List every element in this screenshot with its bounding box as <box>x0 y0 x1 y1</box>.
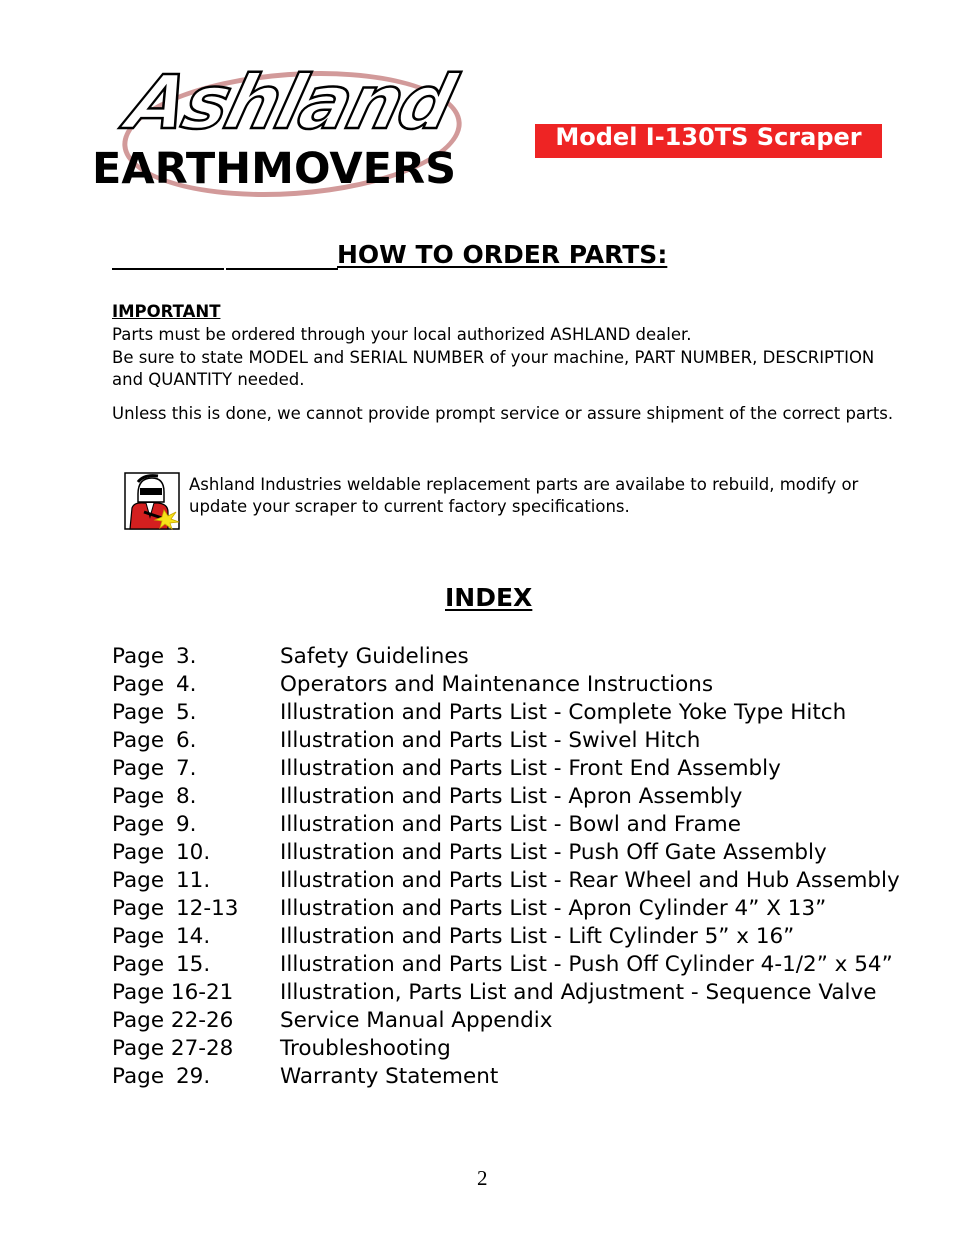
index-page-label: Page <box>112 868 165 893</box>
page-title: HOW TO ORDER PARTS: <box>337 240 668 269</box>
index-entry <box>112 811 912 839</box>
index-entry <box>112 643 912 671</box>
index-description: Safety Guidelines <box>280 644 469 669</box>
index-page-label: Page 16-21 <box>112 980 234 1005</box>
welder-icon <box>124 472 180 530</box>
index-entry <box>112 951 912 979</box>
index-page-label: Page <box>112 1064 165 1089</box>
index-entry <box>112 1007 912 1035</box>
index-entry <box>112 755 912 783</box>
index-page-number: 7. <box>176 756 197 781</box>
index-page-number: 11. <box>176 868 211 893</box>
index-description: Illustration and Parts List - Apron Cylinder 4” X 13” <box>280 896 827 921</box>
index-description: Warranty Statement <box>280 1064 499 1089</box>
index-entry <box>112 699 912 727</box>
welding-note-line: update your scraper to current factory specifications. <box>189 497 630 516</box>
index-entry <box>112 839 912 867</box>
index-entry <box>112 895 912 923</box>
index-page-label: Page <box>112 924 165 949</box>
index-description: Illustration and Parts List - Lift Cylinder 5” x 16” <box>280 924 795 949</box>
index-page-label: Page 27-28 <box>112 1036 234 1061</box>
index-entry <box>112 1035 912 1063</box>
index-page-label: Page 22-26 <box>112 1008 234 1033</box>
index-description: Illustration, Parts List and Adjustment - Sequence Valve <box>280 980 877 1005</box>
index-page-label: Page <box>112 952 165 977</box>
index-page-number: 29. <box>176 1064 211 1089</box>
index-page-label: Page <box>112 644 165 669</box>
index-description: Illustration and Parts List - Bowl and Frame <box>280 812 741 837</box>
index-entry <box>112 1063 912 1091</box>
ashland-logo <box>86 60 466 206</box>
welding-note-line: Ashland Industries weldable replacement parts are availabe to rebuild, modify or <box>189 475 859 494</box>
index-entry <box>112 979 912 1007</box>
index-page-number: 10. <box>176 840 211 865</box>
index-page-number: 14. <box>176 924 211 949</box>
index-description: Operators and Maintenance Instructions <box>280 672 714 697</box>
important-line: Be sure to state MODEL and SERIAL NUMBER of your machine, PART NUMBER, DESCRIPTION <box>112 348 875 367</box>
index-description: Illustration and Parts List - Complete Yoke Type Hitch <box>280 700 847 725</box>
index-page-label: Page <box>112 756 165 781</box>
index-page-label: Page <box>112 840 165 865</box>
index-entry <box>112 867 912 895</box>
index-description: Troubleshooting <box>280 1036 451 1061</box>
important-line: Parts must be ordered through your local authorized ASHLAND dealer. <box>112 325 692 344</box>
index-page-number: 9. <box>176 812 197 837</box>
important-label: IMPORTANT <box>112 302 221 321</box>
index-page-number: 15. <box>176 952 211 977</box>
index-description: Illustration and Parts List - Front End Assembly <box>280 756 781 781</box>
heading-rule <box>226 268 338 270</box>
index-page-number: 6. <box>176 728 197 753</box>
logo-script-text: Ashland <box>119 60 462 146</box>
index-list <box>112 643 912 1091</box>
heading-rule <box>112 268 224 270</box>
index-page-label: Page <box>112 896 165 921</box>
index-page-number: 8. <box>176 784 197 809</box>
index-entry <box>112 671 912 699</box>
index-page-label: Page <box>112 812 165 837</box>
page-number: 2 <box>477 1166 488 1190</box>
index-page-label: Page <box>112 784 165 809</box>
index-page-number: 3. <box>176 644 197 669</box>
index-entry <box>112 783 912 811</box>
index-page-number: 5. <box>176 700 197 725</box>
index-entry <box>112 923 912 951</box>
model-banner: Model I-130TS Scraper <box>535 124 882 158</box>
index-description: Illustration and Parts List - Apron Assembly <box>280 784 743 809</box>
index-description: Illustration and Parts List - Swivel Hitch <box>280 728 701 753</box>
index-page-label: Page <box>112 672 165 697</box>
index-page-number: 4. <box>176 672 197 697</box>
important-line: and QUANTITY needed. <box>112 370 305 389</box>
index-description: Illustration and Parts List - Push Off Cylinder 4-1/2” x 54” <box>280 952 893 977</box>
index-description: Service Manual Appendix <box>280 1008 553 1033</box>
index-title: INDEX <box>445 583 533 612</box>
index-page-label: Page <box>112 700 165 725</box>
index-entry <box>112 727 912 755</box>
index-page-number: 12-13 <box>176 896 239 921</box>
logo-earthmovers-text: EARTHMOVERS <box>92 144 457 194</box>
important-line: Unless this is done, we cannot provide prompt service or assure shipment of the correct parts. <box>112 404 894 423</box>
index-description: Illustration and Parts List - Rear Wheel and Hub Assembly <box>280 868 900 893</box>
index-description: Illustration and Parts List - Push Off Gate Assembly <box>280 840 827 865</box>
index-page-label: Page <box>112 728 165 753</box>
